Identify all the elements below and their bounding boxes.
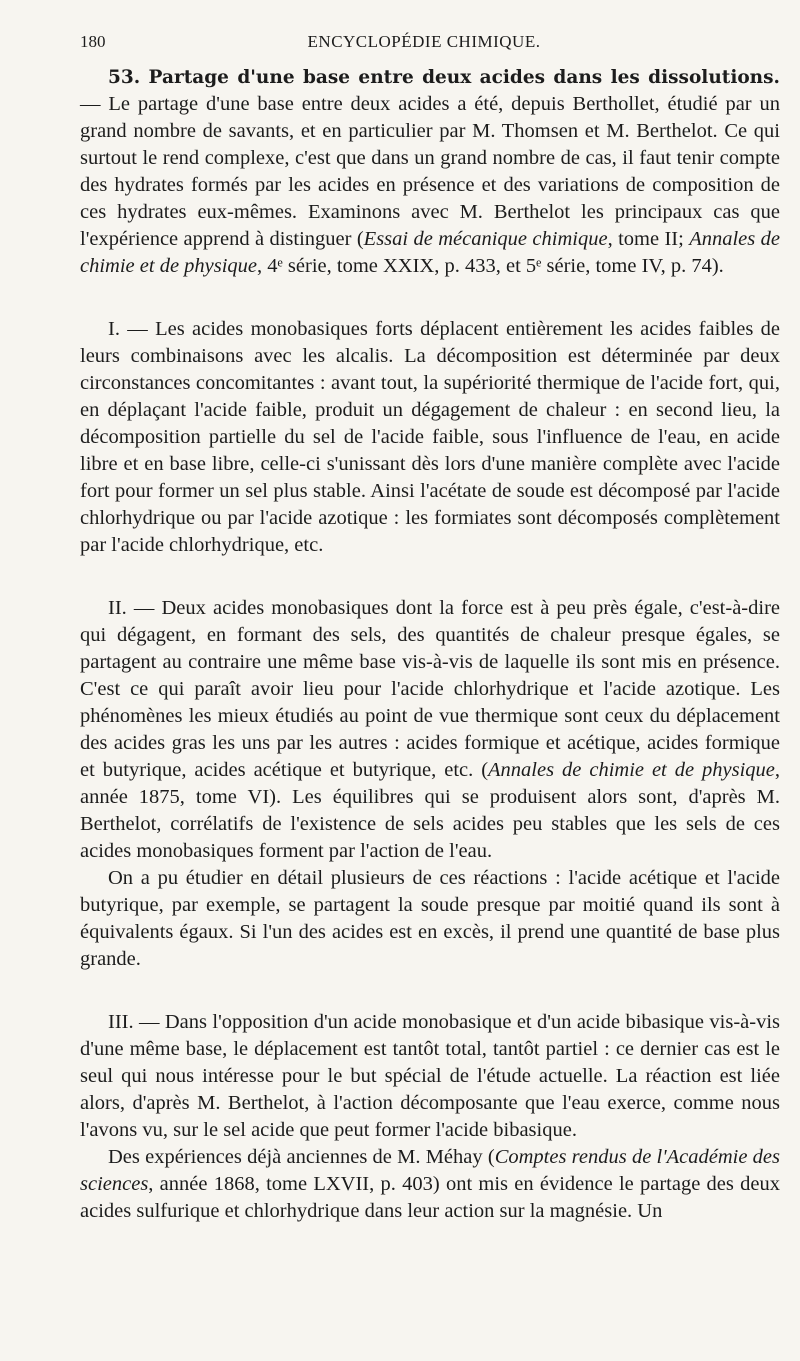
reference-title: Annales de chimie et de physique	[80, 228, 780, 277]
paragraph-mehay	[80, 1144, 780, 1225]
paragraph-case-1: I. — Les acides monobasiques forts déplacent entièrement les acides faibles de leurs combinaisons avec les alcalis. La décomposition est déterminée par deux circonstances concomitantes : avant tout, la supériorité thermique de l'acide fort, qui, en déplaçant l'acide faible, produit un dégagement de chaleur : en second lieu, la décomposition partielle du sel de l'acide faible, sous l'influence de l'eau, en acide libre et en base libre, celle-ci s'unissant dès lors d'une manière complète avec l'acide fort pour former un sel plus stable. Ainsi l'acétate de soude est décomposé par l'acide chlorhydrique ou par l'acide azotique : les formiates sont décomposés complètement par l'acide chlorhydrique, etc.	[80, 318, 780, 556]
reference-title: Annales de chimie et de physique	[488, 759, 775, 781]
paragraph-text: , année 1868, tome LXVII, p. 403) ont mis en évidence le partage des deux acides sulfurique et chlorhydrique dans leur action sur la magnésie. Un	[80, 1173, 780, 1222]
reference-title: Essai de mécanique chimique	[363, 228, 608, 250]
paragraph-intro	[80, 64, 780, 280]
paragraph-example: On a pu étudier en détail plusieurs de ces réactions : l'acide acétique et l'acide butyrique, par exemple, se partagent la soude presque par moitié quand ils sont à équivalents égaux. Si l'un des acides est en excès, il prend une quantité de base plus grande.	[80, 867, 780, 970]
paragraph-text: , tome II;	[607, 228, 690, 250]
section-heading: 53. Partage d'une base entre deux acides dans les dissolutions.	[108, 67, 780, 88]
paragraph-text: , année 1875, tome VI). Les équilibres qui se produisent alors sont, d'après M. Berthelot, corrélatifs de l'existence de sels acides peu stables que les sels de ces acides monobasiques forment par l'action de l'eau.	[80, 759, 780, 862]
body-text	[80, 64, 780, 1225]
paragraph-text: , 4ᵉ série, tome XXIX, p. 433, et 5ᵉ série, tome IV, p. 74).	[257, 255, 724, 277]
paragraph-case-3: III. — Dans l'opposition d'un acide monobasique et d'un acide bibasique vis-à-vis d'une même base, le déplacement est tantôt total, tantôt partiel : ce dernier cas est le seul qui nous intéresse pour le but spécial de l'étude actuelle. La réaction est liée alors, d'après M. Berthelot, à l'action décomposante que l'eau exerce, comme nous l'avons vu, sur le sel acide que peut former l'acide bibasique.	[80, 1011, 780, 1141]
running-header	[80, 32, 768, 56]
paragraph-case-2	[80, 595, 780, 865]
paragraph-text: Des expériences déjà anciennes de M. Méhay (	[108, 1146, 495, 1168]
reference-title: Comptes rendus de l'Académie des sciences	[80, 1146, 780, 1195]
paragraph-text: — Le partage d'une base entre deux acides a été, depuis Berthollet, étudié par un grand nombre de savants, et en particulier par M. Thomsen et M. Berthelot. Ce qui surtout le rend complexe, c'est que dans un grand nombre de cas, il faut tenir compte des hydrates formés par les acides en présence et des variations de composition de ces hydrates eux-mêmes. Examinons avec M. Berthelot les principaux cas que l'expérience apprend à distinguer (	[80, 93, 780, 250]
page-number: 180	[80, 32, 106, 51]
running-title: ENCYCLOPÉDIE CHIMIQUE.	[307, 32, 541, 51]
paragraph-text: II. — Deux acides monobasiques dont la force est à peu près égale, c'est-à-dire qui dégagent, en formant des sels, des quantités de chaleur presque égales, se partagent au contraire une même base vis-à-vis de laquelle ils sont mis en présence. C'est ce qui paraît avoir lieu pour l'acide chlorhydrique et l'acide azotique. Les phénomènes les mieux étudiés au point de vue thermique sont ceux du déplacement des acides gras les uns par les autres : acides formique et acétique, acides formique et butyrique, acides acétique et butyrique, etc. (	[80, 597, 780, 781]
